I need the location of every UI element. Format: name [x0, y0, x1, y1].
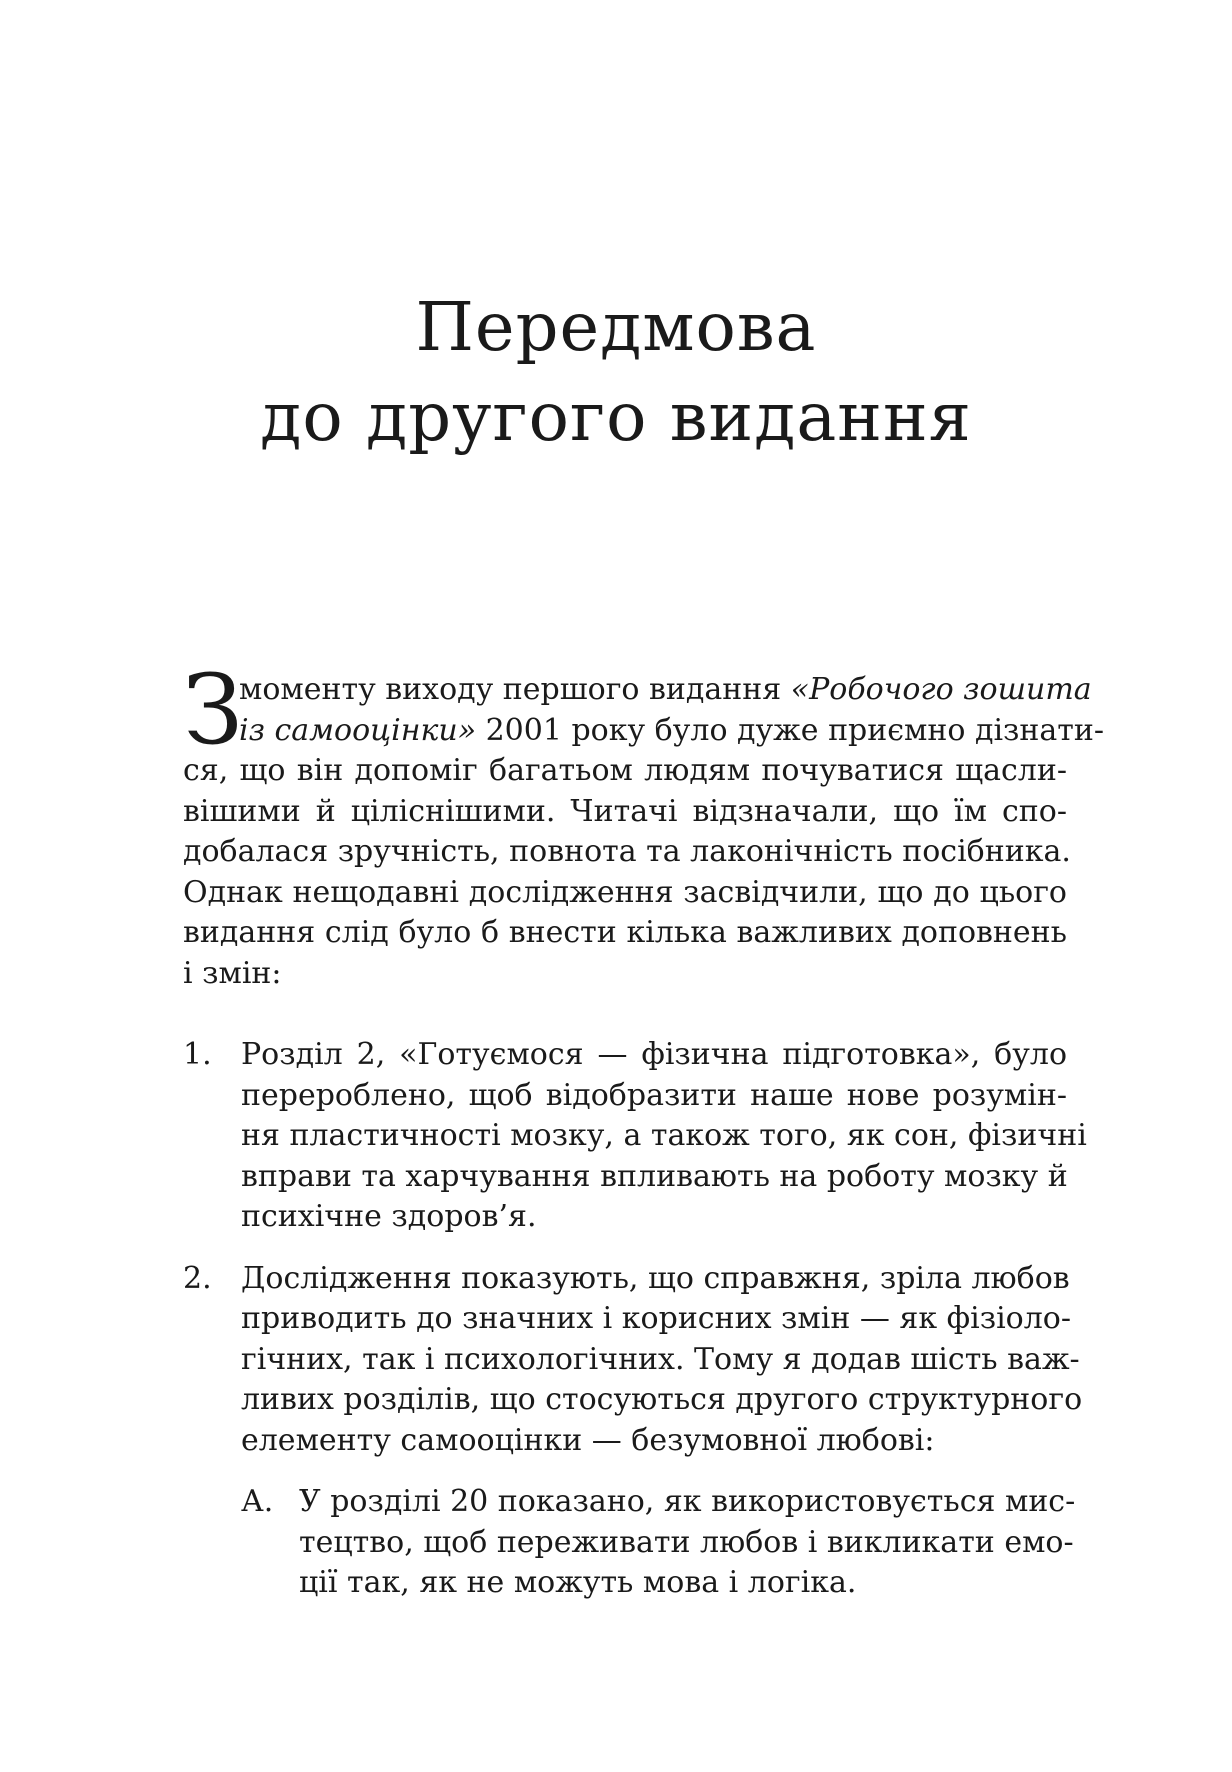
list-item-line: гічних, так і психологічних. Тому я додав шість важ-: [241, 1341, 1080, 1377]
sublist-item-line: У розділі 20 показано, як використовується мис-: [299, 1484, 1076, 1519]
intro-paragraph: [183, 654, 1105, 994]
list-item-line: Дослідження показують, що справжня, зріла любов: [241, 1260, 1070, 1296]
sublist-item-letter: А.: [241, 1484, 274, 1519]
sublist-item-line: ції так, як не можуть мова і логіка.: [299, 1565, 857, 1600]
list-item-line: Розділ 2, «Готуємося — фізична підготовка», було: [241, 1037, 1067, 1072]
book-title-italic: із самооцінки»: [239, 712, 477, 748]
list-item-line: психічне здоров’я.: [241, 1199, 537, 1234]
list-item-line: приводить до значних і корисних змін — як фізіоло-: [241, 1301, 1071, 1336]
intro-line: ся, що він допоміг багатьом людям почуватися щасли-: [183, 753, 1067, 788]
intro-line: [239, 670, 1092, 711]
intro-text: 2001 року було дуже приємно дізнати-: [476, 712, 1105, 748]
list-item-line: елементу самооцінки — безумовної любові:: [241, 1422, 935, 1458]
list-item-line: ня пластичності мозку, а також того, як сон, фізичні: [241, 1118, 1087, 1153]
intro-line: добалася зручність, повнота та лаконічність посібника.: [183, 834, 1071, 869]
intro-line: видання слід було б внести кілька важливих доповнень: [183, 915, 1067, 950]
intro-line: [239, 711, 1105, 752]
list-item-line: ливих розділів, що стосуються другого структурного: [241, 1382, 1083, 1417]
intro-line: і змін:: [183, 955, 282, 991]
list-item-line: перероблено, щоб відобразити наше нове розумін-: [241, 1077, 1067, 1113]
list-item-number: 2.: [183, 1260, 212, 1296]
sublist-item-line: тецтво, щоб переживати любов і викликати емо-: [299, 1524, 1074, 1560]
list-item-line: вправи та харчування впливають на роботу мозку й: [241, 1158, 1068, 1194]
list-item-number: 1.: [183, 1037, 212, 1072]
chapter-title-line-2: до другого видання: [260, 378, 972, 456]
list-item: [183, 1035, 1087, 1238]
chapter-title-line-1: Передмова: [415, 288, 817, 366]
drop-cap: З: [183, 654, 243, 766]
intro-line: Однак нещодавні дослідження засвідчили, що до цього: [183, 874, 1067, 910]
book-title-italic: «Робочого зошита: [790, 672, 1092, 707]
sublist-item: [183, 1482, 1076, 1604]
numbered-list: [183, 1035, 1087, 1625]
chapter-title: [0, 282, 1232, 462]
list-item: [183, 1259, 1083, 1604]
intro-text: моменту виходу першого видання: [239, 672, 791, 707]
intro-line: вішими й ціліснішими. Читачі відзначали, що їм спо-: [183, 793, 1067, 829]
